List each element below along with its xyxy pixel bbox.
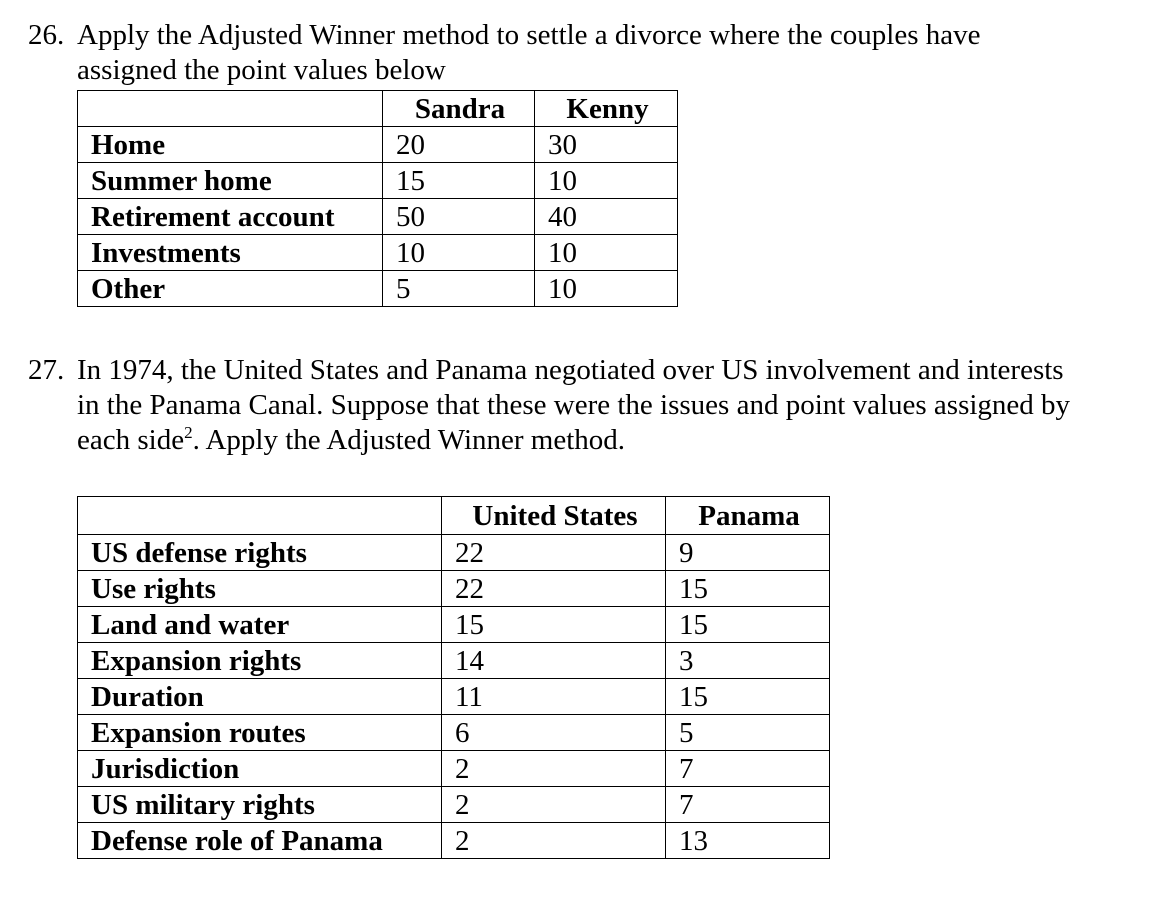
table-row (78, 787, 830, 823)
item-label: Investments (78, 235, 383, 271)
us-value: 22 (442, 535, 666, 571)
us-value: 22 (442, 571, 666, 607)
table-header-row (78, 497, 830, 535)
panama-value: 7 (666, 787, 830, 823)
issue-label: Expansion routes (78, 715, 442, 751)
issue-label: Defense role of Panama (78, 823, 442, 859)
kenny-value: 10 (535, 271, 678, 307)
item-label: Other (78, 271, 383, 307)
item-label: Home (78, 127, 383, 163)
kenny-value: 10 (535, 235, 678, 271)
problem-27-line-3-start: each side (77, 424, 185, 456)
us-value: 6 (442, 715, 666, 751)
sandra-value: 5 (383, 271, 535, 307)
problem-26-text (28, 18, 981, 88)
sandra-value: 10 (383, 235, 535, 271)
issue-label: Expansion rights (78, 643, 442, 679)
header-kenny: Kenny (535, 91, 678, 127)
table-row (78, 715, 830, 751)
item-label: Retirement account (78, 199, 383, 235)
problem-27-line-3 (28, 423, 1070, 458)
header-cell-empty (78, 91, 383, 127)
us-value: 11 (442, 679, 666, 715)
kenny-value: 30 (535, 127, 678, 163)
table-row (78, 571, 830, 607)
item-label: Summer home (78, 163, 383, 199)
panama-value: 5 (666, 715, 830, 751)
panama-value: 9 (666, 535, 830, 571)
us-value: 2 (442, 751, 666, 787)
us-value: 14 (442, 643, 666, 679)
table-row (78, 643, 830, 679)
table-row (78, 535, 830, 571)
table-row (78, 607, 830, 643)
table-row (78, 823, 830, 859)
us-value: 2 (442, 823, 666, 859)
header-sandra: Sandra (383, 91, 535, 127)
us-value: 15 (442, 607, 666, 643)
panama-value: 15 (666, 571, 830, 607)
panama-value: 3 (666, 643, 830, 679)
problem-27-line-3-end: . Apply the Adjusted Winner method. (192, 424, 626, 456)
panama-value: 15 (666, 607, 830, 643)
panama-value: 13 (666, 823, 830, 859)
issue-label: Jurisdiction (78, 751, 442, 787)
problem-27-number: 27. (28, 354, 65, 386)
table-header-row (78, 91, 678, 127)
table-row (78, 127, 678, 163)
panama-canal-points-table (77, 496, 830, 859)
table-row (78, 751, 830, 787)
sandra-value: 50 (383, 199, 535, 235)
footnote-marker: 2 (184, 423, 193, 442)
problem-27-line-1: In 1974, the United States and Panama negotiated over US involvement and interests (77, 354, 1064, 386)
header-united-states: United States (442, 497, 666, 535)
kenny-value: 40 (535, 199, 678, 235)
sandra-value: 15 (383, 163, 535, 199)
table-row (78, 271, 678, 307)
issue-label: Land and water (78, 607, 442, 643)
panama-value: 7 (666, 751, 830, 787)
table-row (78, 679, 830, 715)
issue-label: Duration (78, 679, 442, 715)
issue-label: US military rights (78, 787, 442, 823)
header-cell-empty (78, 497, 442, 535)
issue-label: Use rights (78, 571, 442, 607)
problem-26-line-2: assigned the point values below (77, 54, 446, 86)
table-row (78, 163, 678, 199)
header-panama: Panama (666, 497, 830, 535)
sandra-value: 20 (383, 127, 535, 163)
divorce-points-table (77, 90, 678, 307)
us-value: 2 (442, 787, 666, 823)
problem-27-text (28, 353, 1070, 458)
problem-26-number: 26. (28, 19, 65, 51)
kenny-value: 10 (535, 163, 678, 199)
table-row (78, 199, 678, 235)
panama-value: 15 (666, 679, 830, 715)
table-row (78, 235, 678, 271)
problem-26-line-1: Apply the Adjusted Winner method to settle a divorce where the couples have (77, 19, 981, 51)
issue-label: US defense rights (78, 535, 442, 571)
problem-27-line-2: in the Panama Canal. Suppose that these were the issues and point values assigned by (77, 389, 1071, 421)
